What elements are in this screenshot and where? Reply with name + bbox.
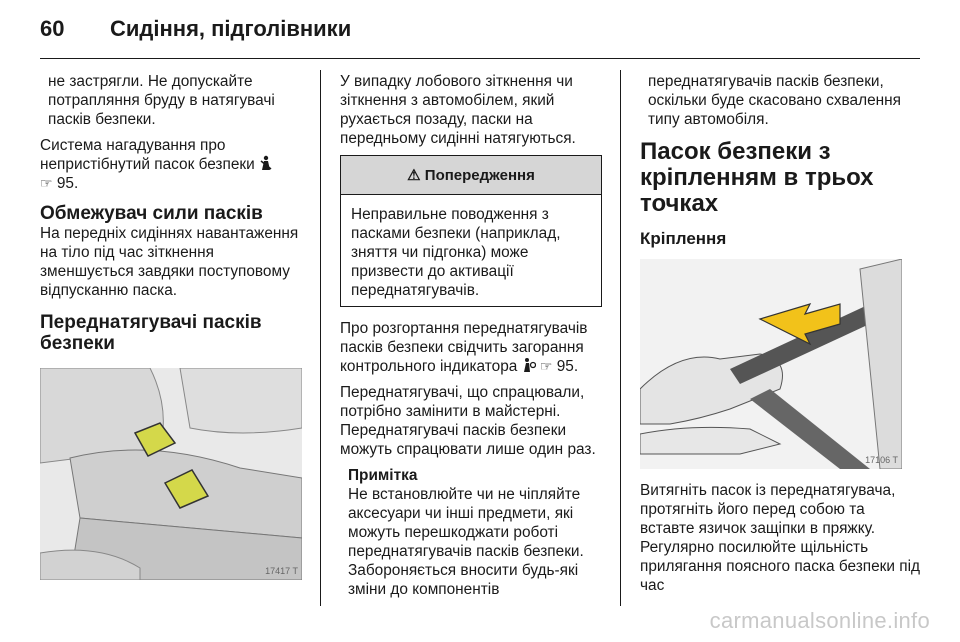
page-header	[40, 16, 351, 46]
column-divider	[620, 70, 621, 606]
paragraph: Переднатягувачі, що спрацювали, потрібно замінити в майстерні. Переднатягувачі пасків безпеки можуть спрацювати лише один раз.	[340, 384, 596, 458]
chapter-title: Сидіння, підголівники	[110, 16, 352, 41]
page-ref[interactable]: 95.	[56, 175, 79, 192]
column-divider	[320, 70, 321, 606]
heading-pretensioners: Переднатягувачі пасків безпеки	[40, 312, 262, 354]
heading-load-limiter: Обмежувач сили пасків	[40, 203, 263, 224]
photo-code: 17106 T	[865, 455, 898, 465]
warning-icon: ⚠	[407, 167, 421, 184]
page-ref-icon: ☞	[40, 175, 53, 191]
paragraph: У випадку лобового зіткнення чи зіткнення з автомобілем, який рухається позаду, паски на передньому сидінні натягуються.	[340, 73, 576, 147]
photo-code: 17417 T	[265, 566, 298, 576]
column-3	[640, 72, 920, 602]
seatbelt-icon	[259, 156, 273, 173]
airbag-indicator-icon	[522, 358, 540, 375]
header-rule	[40, 58, 920, 59]
paragraph-text: Система нагадування про непристібнутий пасок безпеки	[40, 137, 255, 173]
paragraph: На передніх сидіннях навантаження на тіло під час зіткнення зменшується завдяки поступовому відпусканню паска.	[40, 225, 299, 299]
warning-body	[341, 195, 601, 306]
paragraph-indicator	[340, 319, 610, 376]
column-1	[40, 72, 308, 580]
page-number: 60	[40, 16, 65, 41]
watermark: carmanualsonline.info	[709, 608, 930, 633]
heading-fastening: Кріплення	[640, 229, 727, 248]
paragraph: не застрягли. Не допускайте потрапляння бруду в натягувачі пасків безпеки.	[48, 73, 275, 128]
note-text: Не встановлюйте чи не чіпляйте аксесуари чи інші предмети, які можуть перешкоджати роботі переднатягувачів пасків безпеки. Забороняється вносити будь-які зміни до компонентів	[348, 486, 584, 598]
page-ref-icon: ☞	[539, 358, 553, 374]
note	[340, 466, 610, 599]
paragraph: переднатягувачів пасків безпеки, оскільки буде скасовано схвалення типу автомобіля.	[648, 73, 901, 128]
seat-buckle-illustration	[40, 368, 302, 580]
column-2	[340, 72, 610, 599]
fastening-belt-illustration	[640, 259, 902, 469]
paragraph-reminder	[40, 136, 308, 193]
page-ref[interactable]: 95.	[556, 358, 579, 375]
paragraph: Витягніть пасок із переднатягувача, протягніть його перед собою та вставте язичок защіпки в пряжку. Регулярно посилюйте щільність прилягання поясного паска безпеки під час	[640, 482, 920, 594]
warning-box	[340, 155, 602, 307]
warning-text: Неправильне поводження з пасками безпеки (наприклад, зняття чи підгонка) може призвести до активації переднатягувачів.	[351, 206, 561, 299]
warning-title: Попередження	[424, 167, 535, 184]
heading-three-point-belt: Пасок безпеки з кріпленням в трьох точках	[640, 138, 874, 217]
note-title: Примітка	[348, 467, 418, 484]
warning-header	[341, 156, 601, 195]
paragraph-text: Про розгортання переднатягувачів пасків безпеки свідчить загорання контрольного індикатора	[340, 320, 588, 375]
